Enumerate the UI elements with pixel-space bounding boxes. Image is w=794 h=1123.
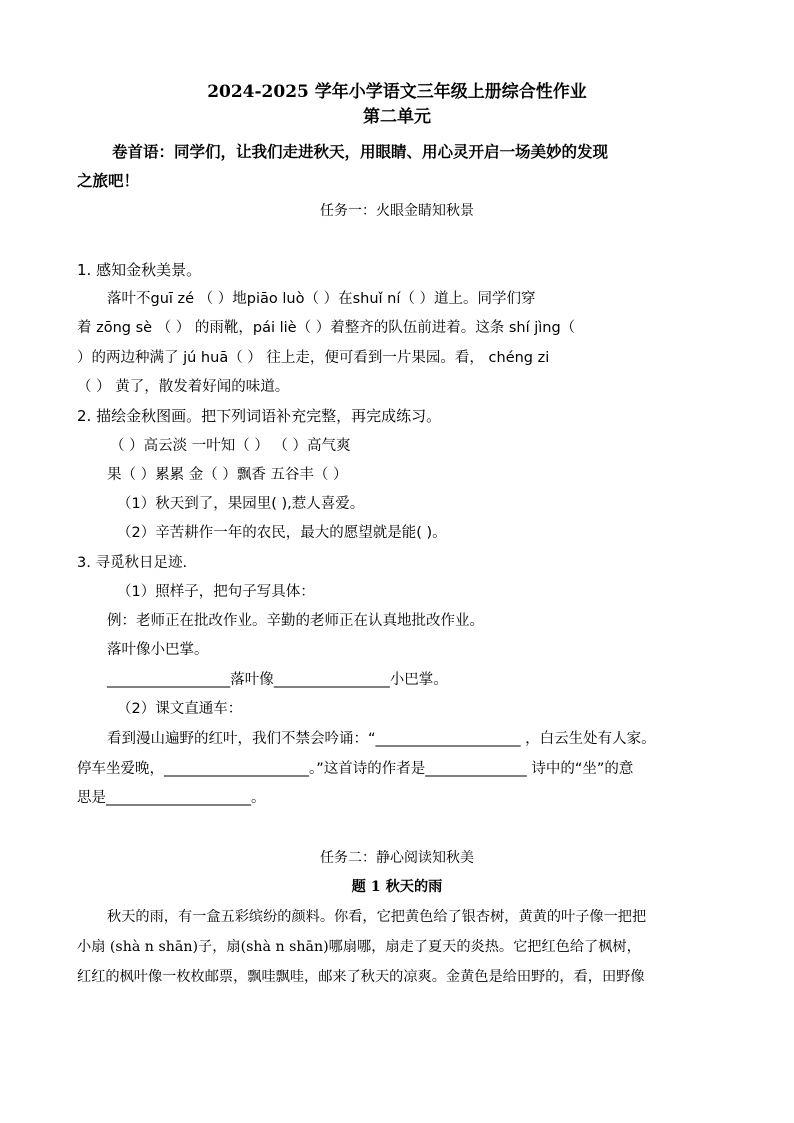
q1-line-2: 着 zōng sè （ ） 的雨靴，pái liè（ ）着整齐的队伍前进着。这条 shí jìng（ bbox=[77, 320, 576, 336]
q3-poem-2: 停车坐爱晚，____________________。”这首诗的作者是______________ 诗中的“坐”的意 bbox=[77, 761, 634, 777]
q2-title: 2. 描绘金秋图画。把下列词语补充完整，再完成练习。 bbox=[77, 407, 442, 425]
q2-row-2: 果（ ）累累 金（ ）飘香 五谷丰（ ） bbox=[107, 467, 348, 483]
q3-sub-1: （1）照样子，把句子写具体： bbox=[117, 584, 315, 600]
task1-heading: 任务一：火眼金睛知秋景 bbox=[320, 203, 474, 219]
passage-line-2: 小扇 (shà n shān)子，扇(shà n shān)哪扇哪，扇走了夏天的炎热。它把红色给了枫树， bbox=[77, 939, 641, 955]
unit-title: 第二单元 bbox=[363, 107, 431, 127]
preface-line-1: 卷首语：同学们，让我们走进秋天，用眼睛、用心灵开启一场美妙的发现 bbox=[112, 142, 609, 161]
q3-fill: _________________落叶像________________小巴掌。 bbox=[107, 672, 448, 688]
q1-line-1: 落叶不guī zé （ ）地piāo luò（ ）在shuǐ ní（ ）道上。同学们穿 bbox=[107, 291, 536, 307]
q2-row-1: （ ）高云淡 一叶知（ ） （ ）高气爽 bbox=[110, 438, 351, 454]
passage-line-3: 红红的枫叶像一枚枚邮票，飘哇飘哇，邮来了秋天的凉爽。金黄色是给田野的，看，田野像 bbox=[77, 969, 645, 985]
q2-sub-1: （1）秋天到了，果园里( ),惹人喜爱。 bbox=[117, 496, 365, 512]
preface-line-2: 之旅吧！ bbox=[77, 171, 140, 190]
q3-title: 3. 寻觅秋日足迹. bbox=[77, 555, 188, 571]
q3-poem-3: 思是____________________。 bbox=[77, 790, 266, 806]
passage-line-1: 秋天的雨，有一盒五彩缤纷的颜料。你看，它把黄色给了银杏树，黄黄的叶子像一把把 bbox=[107, 909, 647, 925]
q3-sentence: 落叶像小巴掌。 bbox=[107, 642, 209, 658]
q1-line-4: （ ） 黄了，散发着好闻的味道。 bbox=[77, 379, 290, 395]
q3-example: 例：老师正在批改作业。辛勤的老师正在认真地批改作业。 bbox=[107, 613, 484, 629]
q2-sub-2: （2）辛苦耕作一年的农民，最大的愿望就是能( )。 bbox=[117, 525, 447, 541]
q1-line-3: ）的两边种满了 jú huā（ ） 往上走，便可看到一片果园。看， chéng zi bbox=[77, 350, 550, 366]
q3-sub-2: （2）课文直通车： bbox=[117, 701, 243, 717]
q1-title: 1. 感知金秋美景。 bbox=[77, 261, 202, 279]
task2-heading: 任务二：静心阅读知秋美 bbox=[320, 850, 474, 866]
passage-title: 题 1 秋天的雨 bbox=[351, 879, 443, 895]
page-title: 2024-2025 学年小学语文三年级上册综合性作业 bbox=[207, 82, 587, 102]
q3-poem-1: 看到漫山遍野的红叶，我们不禁会吟诵：“____________________ ，白云生处有人家。 bbox=[107, 731, 656, 747]
